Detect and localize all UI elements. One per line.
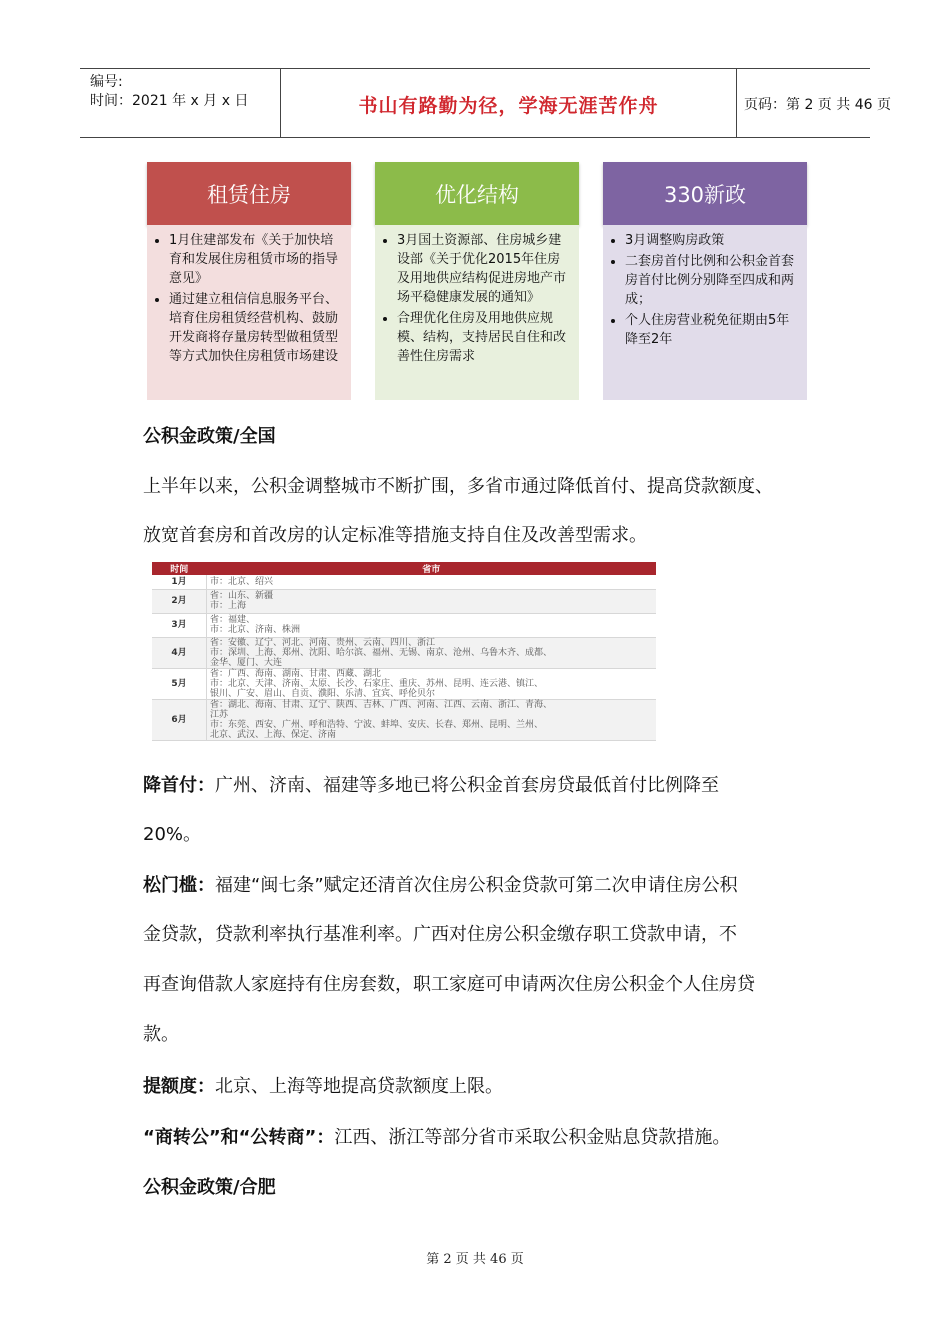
paragraph-lower-downpayment xyxy=(143,771,719,797)
paragraph-text: 江西、浙江等部分省市采取公积金贴息贷款措施。 xyxy=(334,1127,731,1148)
province-line: 江苏 xyxy=(210,709,229,720)
section-heading-hefei: 公积金政策/合肥 xyxy=(143,1177,276,1198)
table-row xyxy=(152,589,656,613)
table-row xyxy=(152,575,656,589)
card-330-policy xyxy=(603,162,807,400)
header-motto-cell xyxy=(281,69,737,137)
card-item: • 合理优化住房及用地供应规模、结构，支持居民自住和改善性住房需求 xyxy=(397,309,571,366)
intro-line-1: 上半年以来，公积金调整城市不断扩围，多省市通过降低首付、提高贷款额度、 xyxy=(143,476,773,497)
table-header-province: 省市 xyxy=(207,562,657,575)
province-line: 市：深圳、上海、郑州、沈阳、哈尔滨、福州、无锡、南京、沧州、乌鲁木齐、成都、 xyxy=(210,647,553,658)
paragraph-continuation: 20%。 xyxy=(143,824,202,845)
province-cell xyxy=(207,613,657,637)
paragraph-line: 款。 xyxy=(143,1024,179,1045)
card-item: • 个人住房营业税免征期由5年降至2年 xyxy=(625,311,799,349)
paragraph-label: “商转公”和“公转商”： xyxy=(143,1127,335,1148)
province-line: 市：北京、天津、济南、太原、长沙、石家庄、重庆、苏州、昆明、连云港、镇江、 xyxy=(210,678,544,689)
month-cell: 3月 xyxy=(152,613,207,637)
province-line: 省：广西、海南、湖南、甘肃、西藏、湖北 xyxy=(210,668,382,679)
province-cell xyxy=(207,575,657,589)
province-line: 省：湖北、海南、甘肃、辽宁、陕西、吉林、广西、河南、江西、云南、浙江、青海、 xyxy=(210,699,553,710)
section-heading-national: 公积金政策/全国 xyxy=(143,426,276,447)
table-row xyxy=(152,613,656,637)
province-cell xyxy=(207,637,657,668)
province-line: 银川、广安、眉山、自贡、濮阳、乐清、宜宾、呼伦贝尔 xyxy=(210,688,436,699)
province-cell xyxy=(207,589,657,613)
time-label: 时间：2021 年 x 月 x 日 xyxy=(90,93,249,109)
card-optimize-structure xyxy=(375,162,579,400)
table-row xyxy=(152,668,656,699)
province-line: 北京、武汉、上海、保定、济南 xyxy=(210,729,337,740)
card-item: • 二套房首付比例和公积金首套房首付比例分别降至四成和两成； xyxy=(625,252,799,309)
paragraph-label: 提额度： xyxy=(143,1076,215,1097)
province-line: 省：安徽、辽宁、河北、河南、贵州、云南、四川、浙江 xyxy=(210,637,436,648)
page-header xyxy=(80,68,891,138)
card-item: • 3月国土资源部、住房城乡建设部《关于优化2015年住房及用地供应结构促进房地产市场平稳健康发展的通知》 xyxy=(397,231,571,307)
paragraph-label: 松门槛： xyxy=(143,875,215,896)
card-item: • 3月调整购房政策 xyxy=(625,231,799,250)
paragraph-label: 降首付： xyxy=(143,775,215,796)
province-line: 市：北京、绍兴 xyxy=(210,576,274,587)
header-meta-cell xyxy=(80,69,281,137)
province-line: 省：山东、新疆 xyxy=(210,591,274,601)
table-row xyxy=(152,637,656,668)
month-cell: 1月 xyxy=(152,575,207,589)
month-cell: 2月 xyxy=(152,589,207,613)
province-cell xyxy=(207,668,657,699)
paragraph-text: 福建“闽七条”赋定还清首次住房公积金贷款可第二次申请住房公积 xyxy=(215,875,738,896)
card-item: • 通过建立租信信息服务平台、培育住房租赁经营机构、鼓励开发商将存量房转型做租赁型等方式加快住房租赁市场建设 xyxy=(169,290,343,366)
paragraph-line: 金贷款，贷款利率执行基准利率。广西对住房公积金缴存职工贷款申请，不 xyxy=(143,924,737,945)
province-line: 市：东莞、西安、广州、呼和浩特、宁波、蚌埠、安庆、长春、郑州、昆明、兰州、 xyxy=(210,719,544,730)
table-row xyxy=(152,699,656,740)
table-header-time: 时间 xyxy=(152,562,207,575)
card-body xyxy=(147,225,351,400)
paragraph-text: 广州、济南、福建等多地已将公积金首套房贷最低首付比例降至 xyxy=(215,775,719,796)
card-body xyxy=(375,225,579,400)
card-item: • 1月住建部发布《关于加快培育和发展住房租赁市场的指导意见》 xyxy=(169,231,343,288)
province-table-body xyxy=(152,575,656,740)
card-body xyxy=(603,225,807,400)
card-title: 租赁住房 xyxy=(147,162,351,225)
paragraph-loan-transfer xyxy=(143,1123,730,1149)
month-cell: 6月 xyxy=(152,699,207,740)
card-title: 330新政 xyxy=(603,162,807,225)
card-title: 优化结构 xyxy=(375,162,579,225)
province-cell xyxy=(207,699,657,740)
number-label: 编号: xyxy=(90,74,123,90)
card-rental-housing xyxy=(147,162,351,400)
page-footer: 第 2 页 共 46 页 xyxy=(426,1252,524,1267)
intro-line-2: 放宽首套房和首改房的认定标准等措施支持自住及改善型需求。 xyxy=(143,525,647,546)
motto: 书山有路勤为径，学海无涯苦作舟 xyxy=(358,95,659,117)
paragraph-raise-limit xyxy=(143,1072,503,1098)
header-page-cell xyxy=(737,69,891,137)
page-number-label: 页码：第 2 页 共 46 页 xyxy=(744,97,891,113)
province-line: 市：上海 xyxy=(210,601,247,611)
paragraph-line: 再查询借款人家庭持有住房套数，职工家庭可申请两次住房公积金个人住房贷 xyxy=(143,974,755,995)
month-cell: 4月 xyxy=(152,637,207,668)
province-line: 金华、厦门、大连 xyxy=(210,657,283,668)
province-line: 市：北京、济南、株洲 xyxy=(210,625,301,635)
paragraph-relax-threshold xyxy=(143,871,738,897)
paragraph-text: 北京、上海等地提高贷款额度上限。 xyxy=(215,1076,503,1097)
province-line: 省：福建、 xyxy=(210,615,256,625)
province-table xyxy=(152,562,656,741)
month-cell: 5月 xyxy=(152,668,207,699)
